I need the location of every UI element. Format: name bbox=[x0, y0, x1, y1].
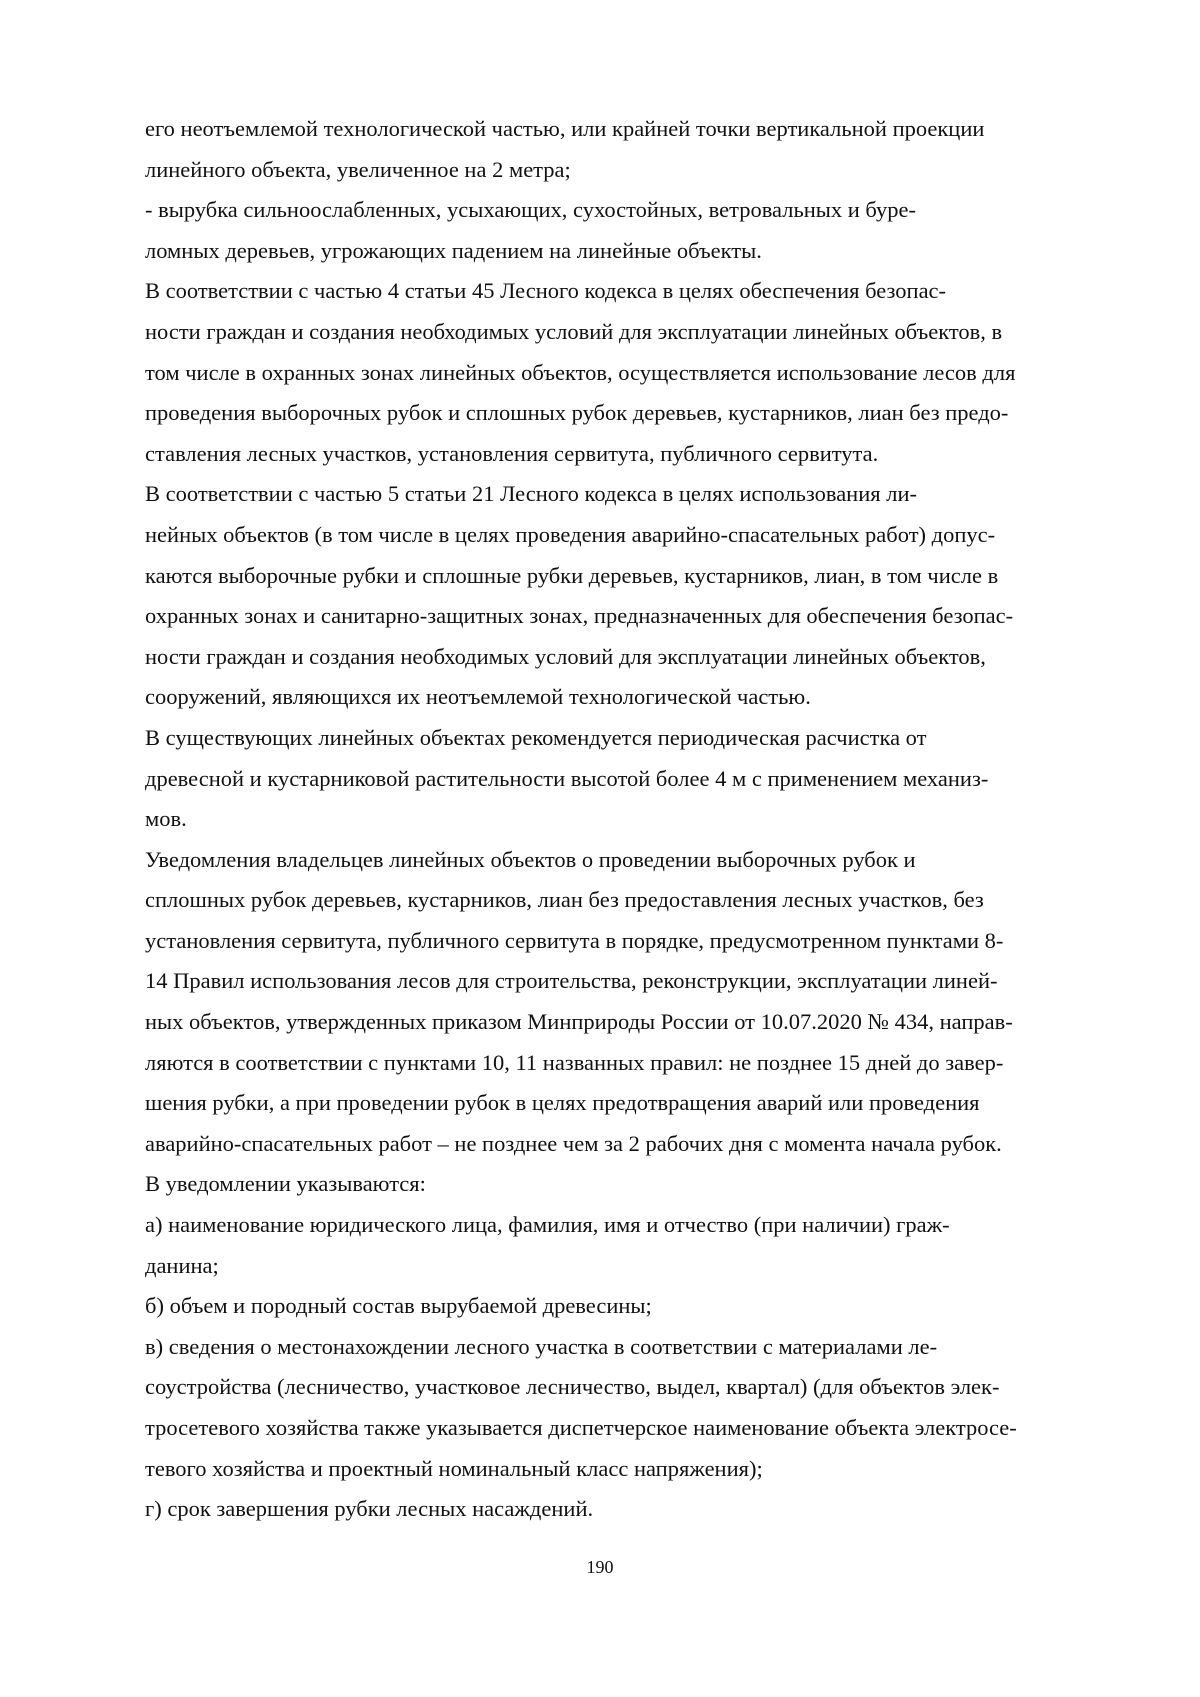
list-item-v: в) сведения о местонахождении лесного участка в соответствии с материалами ле- соустройства (лесничество, участковое лесничество, выдел, квартал) (для объектов элек- тросетевого хозяйства также указывается диспетчерское наименование объекта электросе- тевого хозяйства и проектный номинальный класс напряжения); bbox=[145, 1333, 1017, 1481]
page-number: 190 bbox=[586, 1557, 614, 1577]
paragraph-felling-list-item: - вырубка сильноослабленных, усыхающих, сухостойных, ветровальных и буре- ломных деревьев, угрожающих падением на линейные объекты. bbox=[145, 197, 916, 263]
list-item-b: б) объем и породный состав вырубаемой древесины; bbox=[145, 1293, 652, 1319]
paragraph-periodic-clearing: В существующих линейных объектах рекомендуется периодическая расчистка от древесной и кустарниковой растительности высотой более 4 м с применением механиз- мов. bbox=[145, 724, 989, 832]
list-item-a: а) наименование юридического лица, фамилия, имя и отчество (при наличии) граж- данина; bbox=[145, 1212, 950, 1278]
paragraph-notification-contents-intro: В уведомлении указываются: bbox=[145, 1171, 426, 1197]
paragraph-forest-code-article-21: В соответствии с частью 5 статьи 21 Лесного кодекса в целях использования ли- нейных объектов (в том числе в целях проведения аварийно-спасательных работ) допус- каются выборочные рубки и сплошные рубки деревьев, кустарников, лиан, в том числе в охранных зонах и санитарно-защитных зонах, предназначенных для обеспечения безопас- ности граждан и создания необходимых условий для эксплуатации линейных объектов, сооружений, являющихся их неотъемлемой технологической частью. bbox=[145, 481, 1014, 710]
paragraph-continuation: его неотъемлемой технологической частью, или крайней точки вертикальной проекции линейного объекта, увеличенное на 2 метра; bbox=[145, 116, 985, 182]
list-item-g: г) срок завершения рубки лесных насаждений. bbox=[145, 1496, 594, 1522]
paragraph-owner-notifications: Уведомления владельцев линейных объектов о проведении выборочных рубок и сплошных рубок деревьев, кустарников, лиан без предоставления лесных участков, без установления сервитута, публичного сервитута в порядке, предусмотренном пунктами 8- 14 Правил использования лесов для строительства, реконструкции, эксплуатации линей- ных объектов, утвержденных приказом Минприроды России от 10.07.2020 № 434, направ- ляются в соответствии с пунктами 10, 11 названных правил: не позднее 15 дней до завер- шения рубки, а при проведении рубок в целях предотвращения аварий или проведения аварийно-спасательных работ – не позднее чем за 2 рабочих дня с момента начала рубок. bbox=[145, 846, 1013, 1156]
paragraph-forest-code-article-45: В соответствии с частью 4 статьи 45 Лесного кодекса в целях обеспечения безопас- ности граждан и создания необходимых условий для эксплуатации линейных объектов, в том числе в охранных зонах линейных объектов, осуществляется использование лесов для проведения выборочных рубок и сплошных рубок деревьев, кустарников, лиан без предо- ставления лесных участков, установления сервитута, публичного сервитута. bbox=[145, 278, 1016, 466]
document-body bbox=[145, 109, 1096, 1530]
